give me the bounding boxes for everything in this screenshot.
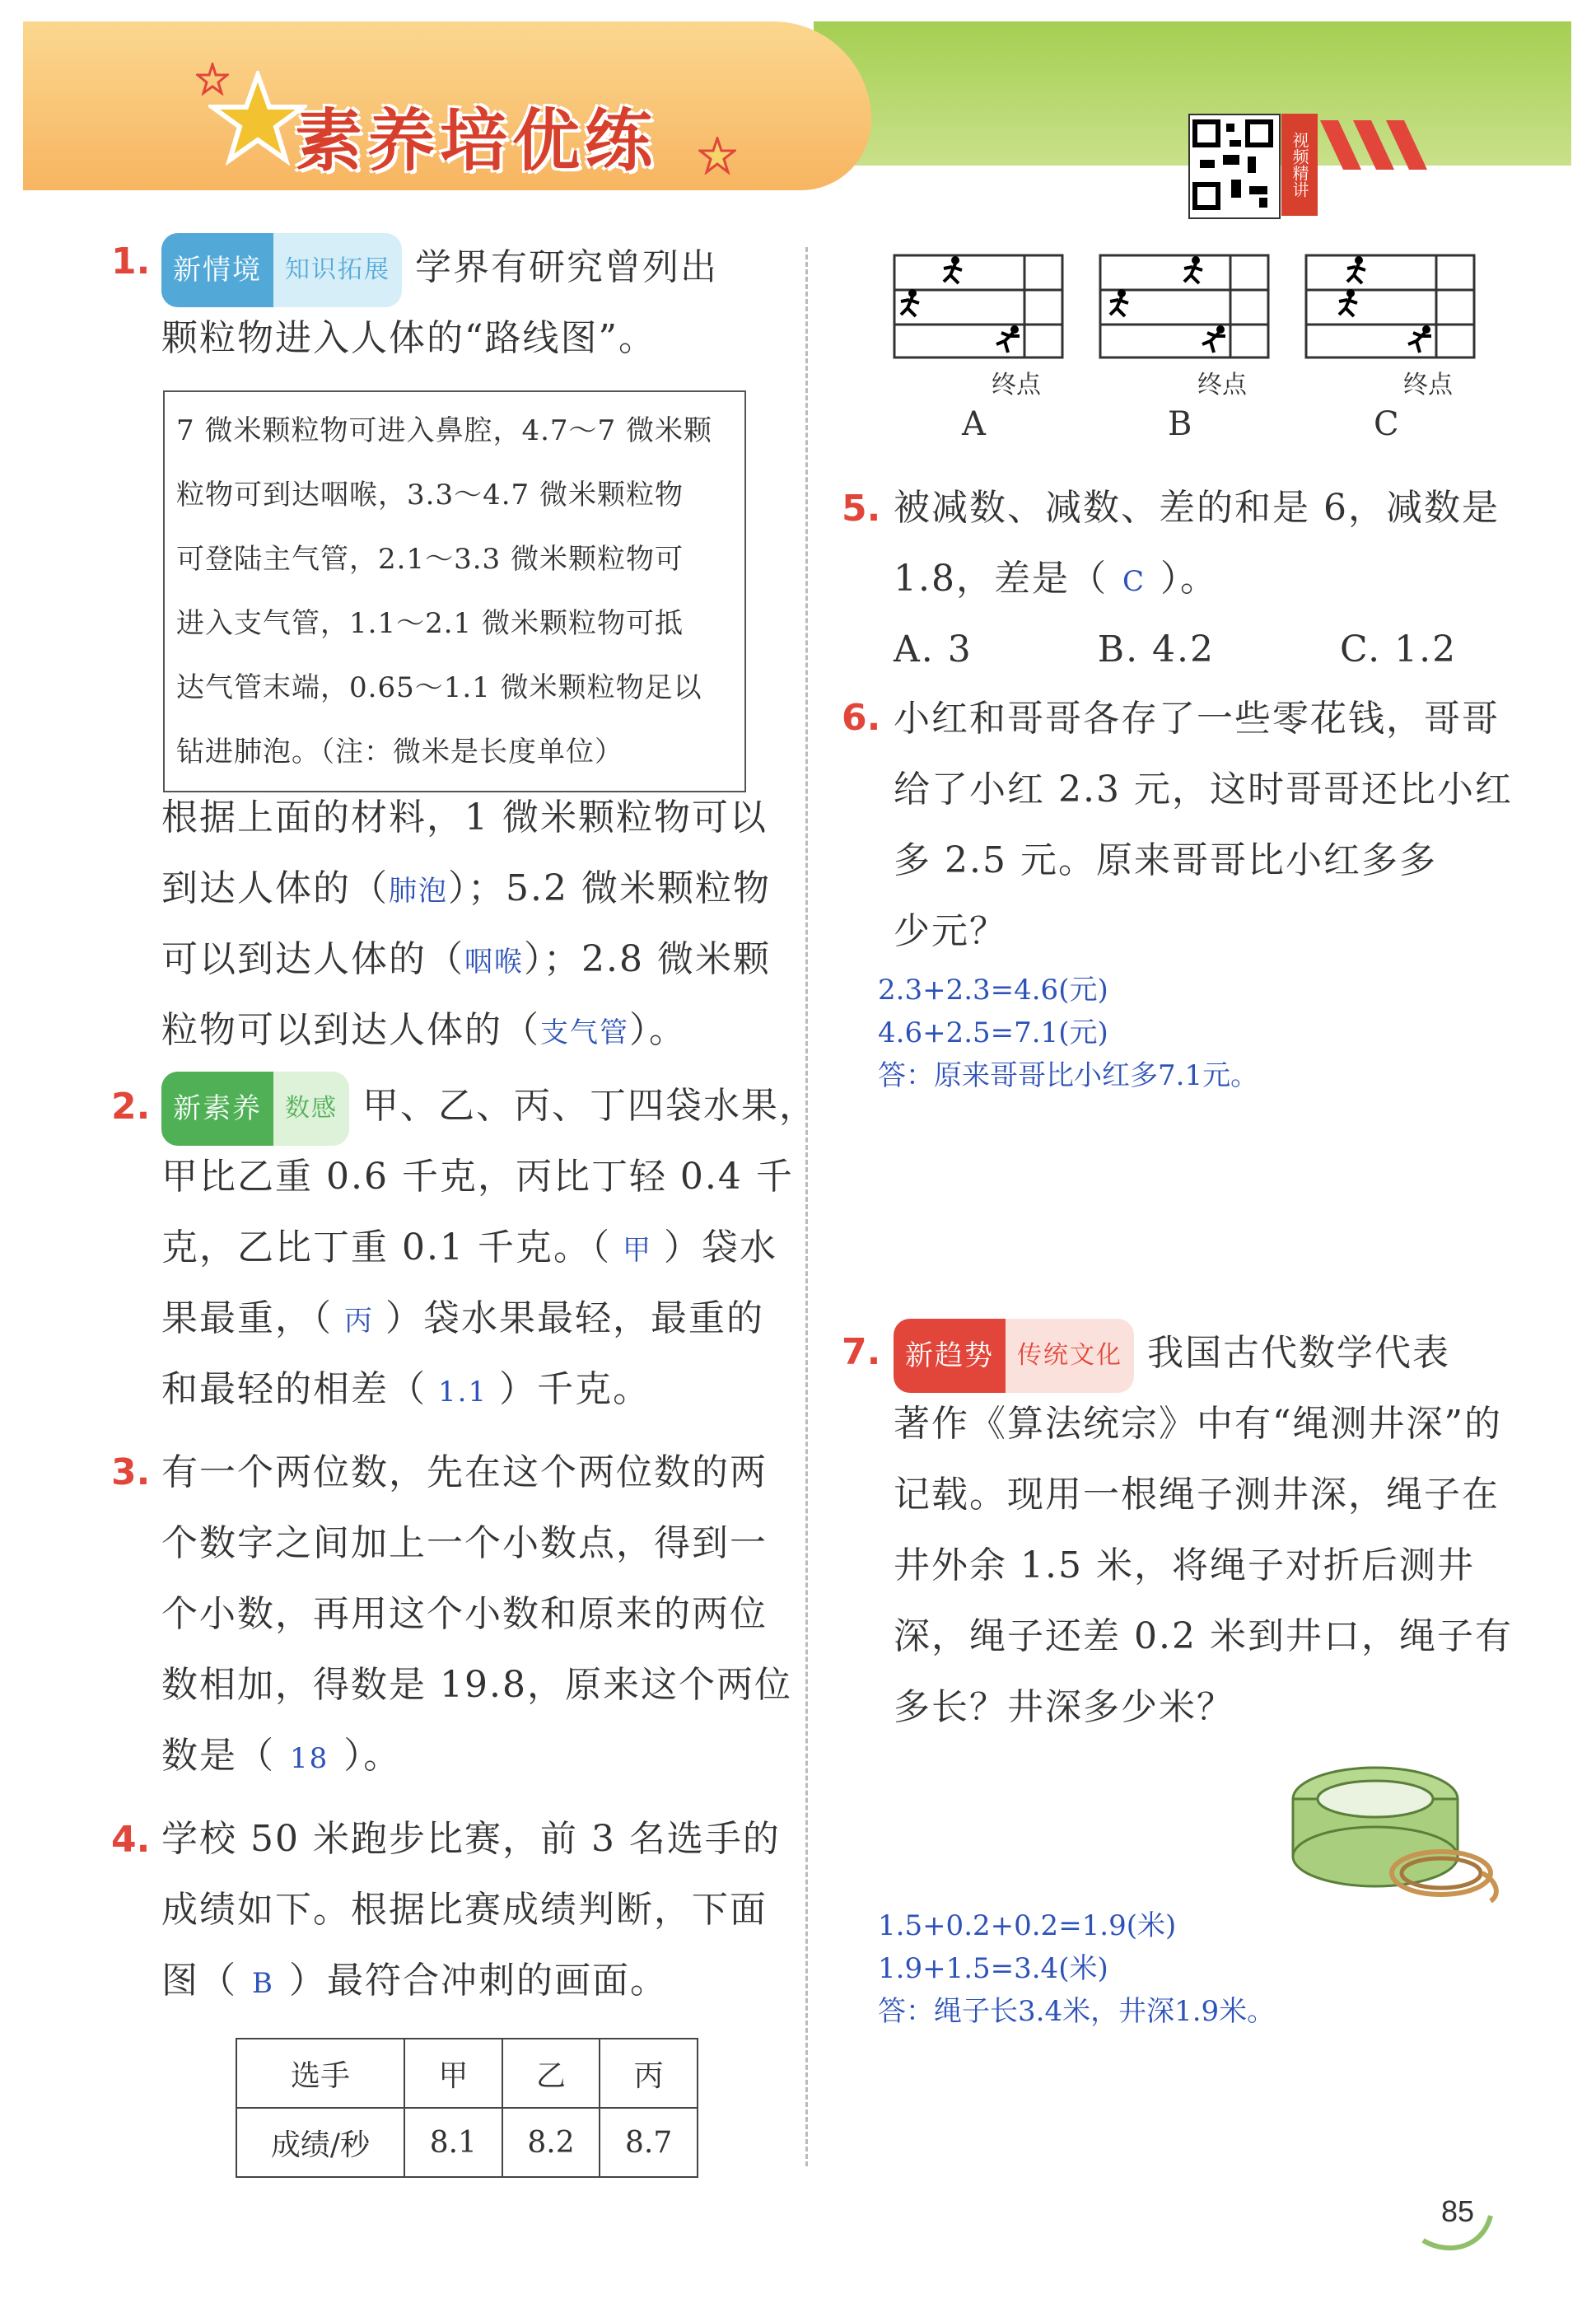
q2-text: ）袋水果最轻，最重的 [385,1297,764,1339]
q5-text-1: 被减数、减数、差的和是 6，减数是 [894,487,1500,529]
q1-subtag: 知识拓展 [273,233,402,307]
table-row [236,2108,698,2177]
q6-number: 6. [842,697,881,739]
figure-label-b: B [1168,405,1192,443]
q2-text: 果最重，（ [161,1297,333,1339]
q5-option-c: C. 1.2 [1340,628,1458,670]
q1-para-1: 根据上面的材料，1 微米颗粒物可以 [161,797,768,839]
q7-work-line: 1.5+0.2+0.2=1.9(米) [878,1909,1177,1942]
q1-text: ）；2.8 微米颗 [524,938,771,980]
q4-text: 图（ [161,1960,237,2002]
q1-box-line: 钻进肺泡。（注：微米是长度单位） [176,736,623,769]
q3-text-3: 个小数，再用这个小数和原来的两位 [161,1593,768,1635]
q1-line1 [161,232,718,307]
q7-text-1: 我国古代数学代表 [1147,1332,1450,1374]
q2-answer-3: 1.1 [438,1376,488,1409]
q1-para-4 [161,995,687,1068]
race-track-icon [1099,254,1272,361]
q2-tag: 新素养 [161,1072,273,1146]
q2-line5 [161,1354,651,1427]
q7-work [878,1904,1275,2033]
q2-text-1: 甲、乙、丙、丁四袋水果， [362,1085,817,1127]
table-header-row [236,2039,698,2108]
table-cell: 8.7 [600,2108,698,2177]
qr-label: 视频精讲 [1281,114,1318,216]
q1-answer-2: 咽喉 [464,946,524,979]
q2-answer-2: 丙 [344,1305,374,1338]
q4-number: 4. [111,1819,151,1861]
q2-answer-1: 甲 [622,1234,652,1267]
q7-work-line: 答：绳子长3.4米，井深1.9米。 [878,1995,1276,2028]
q6-work-line: 答：原来哥哥比小红多7.1元。 [878,1059,1259,1092]
q1-text: ）。 [629,1009,687,1051]
q5-text: ）。 [1160,558,1218,600]
q5-text: 1.8，差是（ [894,558,1108,600]
well-and-rope-icon [1285,1750,1507,1906]
q2-line1 [161,1071,817,1146]
q7-text-6: 多长？井深多少米？ [894,1686,1234,1728]
section-title: 素养培优练 [295,102,658,180]
q7-text-4: 井外余 1.5 米，将绳子对折后测井 [894,1544,1475,1586]
table-cell: 8.2 [502,2108,600,2177]
q3-text-1: 有一个两位数，先在这个两位数的两 [161,1451,768,1493]
q1-box-line: 7 微米颗粒物可进入鼻腔，4.7～7 微米颗 [176,414,712,447]
q1-box-line: 进入支气管，1.1～2.1 微米颗粒物可抵 [176,607,684,640]
q4-text-1: 学校 50 米跑步比赛，前 3 名选手的 [161,1818,781,1860]
header-banner [23,21,1571,198]
q2-text: 克，乙比丁重 0.1 千克。（ [161,1226,611,1268]
q3-line5 [161,1721,401,1794]
race-track-icon [893,254,1066,361]
q3-text: ）。 [343,1735,402,1777]
q1-box-line: 可登陆主气管，2.1～3.3 微米颗粒物可 [176,543,684,576]
q6-work [878,969,1258,1097]
q1-para-3 [161,924,771,997]
q7-text-2: 著作《算法统宗》中有“绳测井深”的 [894,1403,1502,1445]
race-figure-b [1099,254,1272,443]
q4-answer: B [252,1967,274,2000]
q3-text: 数是（ [161,1735,275,1777]
q1-box-line: 粒物可到达咽喉，3.3～4.7 微米颗粒物 [176,479,684,512]
q2-number: 2. [111,1086,151,1128]
q1-box-line: 达气管末端，0.65～1.1 微米颗粒物足以 [176,671,702,704]
header-stripes [1320,120,1452,178]
table-header-cell: 选手 [236,2039,404,2108]
q4-text: ）最符合冲刺的画面。 [289,1960,668,2002]
q1-material-box [163,390,746,792]
small-star-outline-icon [196,63,229,96]
q2-text: ）千克。 [499,1368,651,1410]
qr-code-icon [1190,115,1276,214]
q5-answer: C [1122,565,1146,598]
q1-text-1: 学界有研究曾列出 [415,246,718,288]
q2-text: ）袋水 [663,1226,777,1268]
table-cell: 8.1 [404,2108,502,2177]
q4-text-2: 成绩如下。根据比赛成绩判断，下面 [161,1889,768,1931]
q2-line4 [161,1283,764,1357]
q5-options [894,614,1457,685]
q1-answer-1: 肺泡 [389,875,448,908]
q2-text: 和最轻的相差（ [161,1368,427,1410]
table-header-cell: 甲 [404,2039,502,2108]
page-corner-leaf-icon [1415,2183,1497,2257]
q6-text-1: 小红和哥哥各存了一些零花钱，哥哥 [894,698,1500,740]
q5-option-b: B. 4.2 [1097,628,1216,670]
q7-text-5: 深，绳子还差 0.2 米到井口，绳子有 [894,1615,1513,1657]
q2-line3 [161,1212,777,1286]
q6-work-line: 4.6+2.5=7.1(元) [878,1016,1108,1049]
q1-text-2: 颗粒物进入人体的“路线图”。 [161,317,656,359]
table-header-cell: 丙 [600,2039,698,2108]
q3-answer: 18 [290,1742,329,1775]
finish-label: 终点 [992,371,1041,399]
q1-answer-3: 支气管 [540,1016,629,1049]
q7-line1 [894,1318,1450,1393]
q7-text-3: 记载。现用一根绳子测井深，绳子在 [894,1474,1500,1516]
table-header-cell: 乙 [502,2039,600,2108]
finish-label: 终点 [1403,371,1453,399]
figure-label-a: A [962,405,986,443]
q1-text: 到达人体的（ [161,867,389,909]
q6-text-4: 少元？ [894,910,1007,952]
race-figure-a [893,254,1066,443]
qr-code[interactable] [1188,114,1281,219]
q2-subtag: 数感 [273,1072,349,1146]
q5-number: 5. [842,488,881,530]
q2-text-2: 甲比乙重 0.6 千克，丙比丁轻 0.4 千 [161,1156,794,1198]
q1-text: ）；5.2 微米颗粒物 [448,867,771,909]
q6-work-line: 2.3+2.3=4.6(元) [878,974,1108,1007]
race-figure-c [1304,254,1477,443]
q1-text: 可以到达人体的（ [161,938,464,980]
q4-line3 [161,1946,668,2019]
q3-number: 3. [111,1451,151,1493]
table-cell: 成绩/秒 [236,2108,404,2177]
q3-text-4: 数相加，得数是 19.8，原来这个两位 [161,1664,792,1706]
race-track-icon [1304,254,1477,361]
finish-label: 终点 [1197,371,1247,399]
column-divider [805,247,808,2166]
q1-number: 1. [111,241,151,283]
q5-line2 [894,544,1218,617]
q1-text: 粒物可以到达人体的（ [161,1009,540,1051]
small-star-icon [698,137,736,175]
page-number: 85 [1441,2194,1475,2228]
score-table [236,2038,698,2178]
q7-tag: 新趋势 [894,1319,1006,1393]
q1-para-2 [161,853,771,927]
q1-tag: 新情境 [161,233,273,307]
q7-number: 7. [842,1331,881,1373]
q7-subtag: 传统文化 [1006,1319,1134,1393]
q3-text-2: 个数字之间加上一个小数点，得到一 [161,1522,768,1564]
q6-text-3: 多 2.5 元。原来哥哥比小红多多 [894,839,1437,881]
figure-label-c: C [1374,405,1399,443]
q7-work-line: 1.9+1.5=3.4(米) [878,1952,1108,1985]
q6-text-2: 给了小红 2.3 元，这时哥哥还比小红 [894,769,1513,811]
q5-option-a: A. 3 [894,628,973,670]
